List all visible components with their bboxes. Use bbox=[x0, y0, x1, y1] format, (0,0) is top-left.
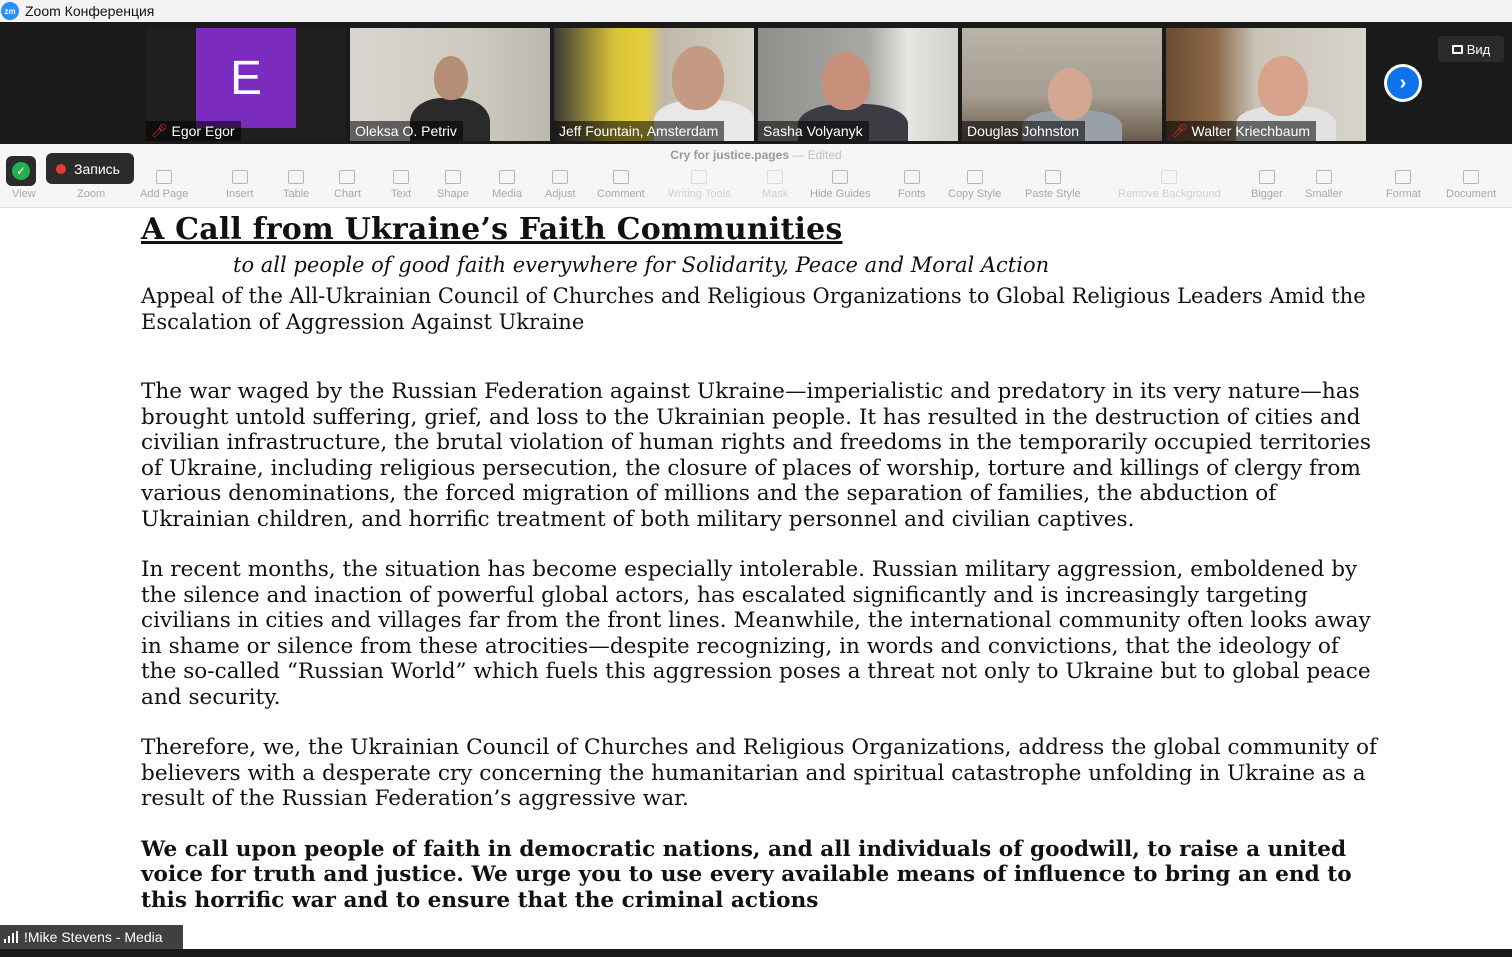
toolbar-paste-style[interactable]: Paste Style bbox=[1025, 170, 1081, 200]
copy-style-icon bbox=[967, 170, 983, 184]
chart-icon bbox=[339, 170, 355, 184]
toolbar-hide-guides[interactable]: Hide Guides bbox=[810, 170, 871, 200]
shared-document bbox=[0, 208, 1512, 949]
toolbar-mask[interactable]: Mask bbox=[762, 170, 788, 200]
fonts-icon bbox=[904, 170, 920, 184]
bottom-bar bbox=[0, 949, 1512, 957]
document-title: Cry for justice.pages — Edited bbox=[670, 148, 842, 162]
toolbar-zoom[interactable]: Zoom bbox=[77, 170, 105, 200]
view-button[interactable]: Вид bbox=[1438, 36, 1504, 62]
pages-toolbar bbox=[0, 144, 1512, 208]
recording-indicator[interactable]: Запись bbox=[46, 153, 134, 184]
toolbar-chart[interactable]: Chart bbox=[334, 170, 361, 200]
participant-tile[interactable] bbox=[554, 28, 754, 141]
smaller-icon bbox=[1316, 170, 1332, 184]
participant-name-tag: Sasha Volyanyk bbox=[758, 121, 869, 141]
table-icon bbox=[288, 170, 304, 184]
toolbar-document[interactable]: Document bbox=[1446, 170, 1496, 200]
window-title: Zoom Конференция bbox=[25, 3, 155, 19]
shape-icon bbox=[445, 170, 461, 184]
toolbar-media[interactable]: Media bbox=[492, 170, 522, 200]
media-icon bbox=[499, 170, 515, 184]
mic-muted-icon: 🎤︎ bbox=[151, 123, 168, 138]
toolbar-add-page[interactable]: Add Page bbox=[140, 170, 188, 200]
paragraph: Therefore, we, the Ukrainian Council of Churches and Religious Organizations, address the global community of believers with a desperate cry concerning the humanitarian and spiritual catastrophe unfolding in Ukraine as a result of the Russian Federation’s aggressive war. bbox=[141, 735, 1377, 811]
shield-check-icon: ✓ bbox=[12, 162, 30, 180]
participant-tile[interactable] bbox=[146, 28, 346, 141]
remove-background-icon bbox=[1161, 170, 1177, 184]
participant-gallery bbox=[0, 22, 1512, 144]
toolbar-remove-background[interactable]: Remove Background bbox=[1118, 170, 1221, 200]
paragraph: We call upon people of faith in democratic nations, and all individuals of goodwill, to raise a united voice for truth and justice. We urge you to use every available means of influence to bring an end to this horrific war and to ensure that the criminal actions bbox=[141, 836, 1352, 913]
writing-tools-icon bbox=[691, 170, 707, 184]
record-dot-icon bbox=[56, 164, 66, 174]
comment-icon bbox=[613, 170, 629, 184]
title-bar bbox=[0, 0, 1512, 22]
active-speaker-label: !Mike Stevens - Media bbox=[0, 925, 183, 949]
grid-icon bbox=[1452, 45, 1463, 54]
guides-icon bbox=[832, 170, 848, 184]
toolbar-shape[interactable]: Shape bbox=[437, 170, 469, 200]
adjust-icon bbox=[552, 170, 568, 184]
add-page-icon bbox=[156, 170, 172, 184]
participant-name-tag: 🎤︎ Egor Egor bbox=[146, 121, 241, 141]
format-icon bbox=[1395, 170, 1411, 184]
toolbar-comment[interactable]: Comment bbox=[597, 170, 645, 200]
mic-muted-icon: 🎤︎ bbox=[1171, 123, 1188, 138]
zoom-logo: zm bbox=[1, 2, 19, 20]
toolbar-smaller[interactable]: Smaller bbox=[1305, 170, 1342, 200]
participant-name-tag: 🎤︎ Walter Kriechbaum bbox=[1166, 121, 1316, 141]
avatar: E bbox=[196, 28, 296, 128]
toolbar-fonts[interactable]: Fonts bbox=[898, 170, 926, 200]
chevron-right-icon: › bbox=[1387, 67, 1419, 99]
toolbar-text[interactable]: Text bbox=[391, 170, 411, 200]
document-icon bbox=[1463, 170, 1479, 184]
document-subtitle: to all people of good faith everywhere for Solidarity, Peace and Moral Action bbox=[233, 253, 1050, 277]
toolbar-view[interactable]: View bbox=[12, 170, 36, 200]
text-icon bbox=[393, 170, 409, 184]
toolbar-adjust[interactable]: Adjust bbox=[545, 170, 576, 200]
insert-icon bbox=[232, 170, 248, 184]
participant-name-tag: Oleksa O. Petriv bbox=[350, 121, 463, 141]
participant-name-tag: Douglas Johnston bbox=[962, 121, 1085, 141]
security-button[interactable] bbox=[6, 156, 36, 186]
participant-tile[interactable] bbox=[758, 28, 958, 141]
participant-tile[interactable] bbox=[1166, 28, 1366, 141]
toolbar-copy-style[interactable]: Copy Style bbox=[948, 170, 1001, 200]
next-page-button[interactable] bbox=[1384, 64, 1422, 102]
participant-name-tag: Jeff Fountain, Amsterdam bbox=[554, 121, 724, 141]
paragraph: The war waged by the Russian Federation against Ukraine—imperialistic and predatory in its very nature—has brought untold suffering, grief, and loss to the Ukrainian people. It has resulted in the destruction of cities and civilian infrastructure, the brutal violation of human rights and freedoms in the temporarily occupied territories of Ukraine, including religious persecution, the closure of places of worship, torture and killings of clergy from various denominations, the forced migration of millions and the separation of families, the abduction of Ukrainian children, and horrific treatment of both military personnel and civilian captives. bbox=[141, 379, 1371, 532]
paste-style-icon bbox=[1045, 170, 1061, 184]
mask-icon bbox=[767, 170, 783, 184]
toolbar-format[interactable]: Format bbox=[1386, 170, 1421, 200]
bigger-icon bbox=[1259, 170, 1275, 184]
document-appeal: Appeal of the All-Ukrainian Council of Churches and Religious Organizations to Global Religious Leaders Amid the Escalation of Aggression Against Ukraine bbox=[141, 284, 1366, 334]
paragraph: In recent months, the situation has become especially intolerable. Russian military aggression, emboldened by the silence and inaction of powerful global actors, has escalated significantly and is increasingly targeting civilians in cities and villages far from the front lines. Meanwhile, the international community often looks away in shame or silence from these atrocities—despite recognizing, in words and convictions, that the ideology of the so-called “Russian World” which fuels this aggression poses a threat not only to Ukraine but to global peace and security. bbox=[141, 557, 1371, 710]
participant-tile[interactable] bbox=[350, 28, 550, 141]
signal-bars-icon bbox=[4, 931, 18, 943]
toolbar-writing-tools[interactable]: Writing Tools bbox=[668, 170, 731, 200]
toolbar-table[interactable]: Table bbox=[283, 170, 309, 200]
participant-tile[interactable] bbox=[962, 28, 1162, 141]
document-heading: A Call from Ukraine’s Faith Communities bbox=[141, 212, 843, 247]
toolbar-bigger[interactable]: Bigger bbox=[1251, 170, 1283, 200]
toolbar-insert[interactable]: Insert bbox=[226, 170, 254, 200]
